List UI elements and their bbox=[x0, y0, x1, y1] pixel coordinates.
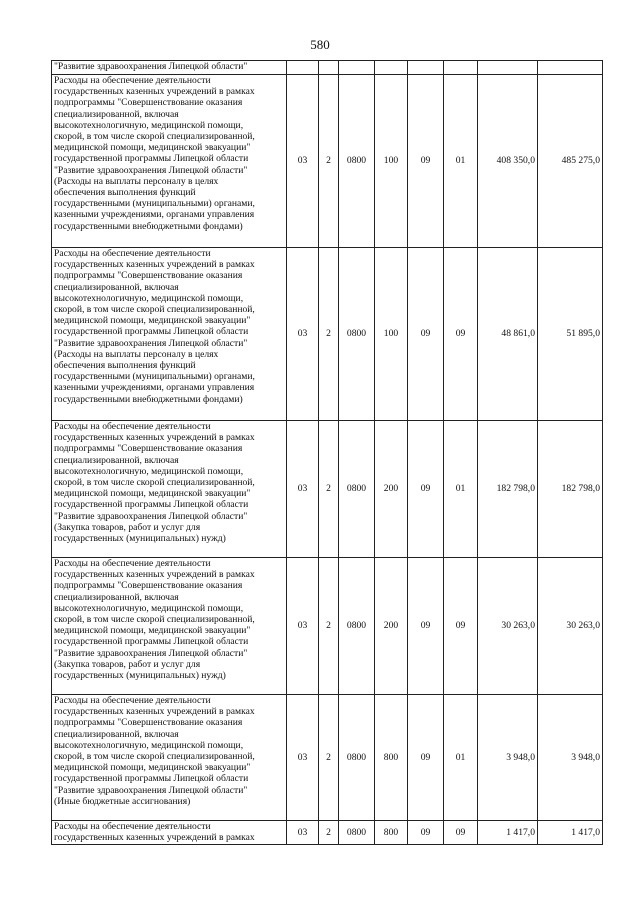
amount-cell bbox=[478, 61, 538, 75]
budget-table bbox=[51, 60, 603, 845]
code-cell: 03 bbox=[287, 695, 319, 821]
table-row bbox=[52, 75, 603, 248]
code-cell: 800 bbox=[375, 821, 408, 845]
table-row bbox=[52, 61, 603, 75]
code-cell: 2 bbox=[319, 421, 339, 558]
amount-cell: 30 263,0 bbox=[478, 558, 538, 695]
code-cell: 09 bbox=[408, 695, 444, 821]
code-cell bbox=[408, 61, 444, 75]
amount-cell: 3 948,0 bbox=[538, 695, 603, 821]
code-cell bbox=[444, 61, 478, 75]
table-row bbox=[52, 421, 603, 558]
amount-cell bbox=[538, 61, 603, 75]
code-cell: 03 bbox=[287, 248, 319, 421]
code-cell: 09 bbox=[444, 248, 478, 421]
amount-cell: 48 861,0 bbox=[478, 248, 538, 421]
table-row bbox=[52, 558, 603, 695]
code-cell: 03 bbox=[287, 421, 319, 558]
code-cell: 2 bbox=[319, 558, 339, 695]
code-cell bbox=[287, 61, 319, 75]
amount-cell: 3 948,0 bbox=[478, 695, 538, 821]
code-cell: 800 bbox=[375, 695, 408, 821]
code-cell bbox=[375, 61, 408, 75]
row-description: "Развитие здравоохранения Липецкой области" bbox=[52, 61, 287, 75]
row-description: Расходы на обеспечение деятельности государственных казенных учреждений в рамках bbox=[52, 821, 287, 845]
code-cell: 0800 bbox=[339, 248, 375, 421]
code-cell: 03 bbox=[287, 558, 319, 695]
row-description: Расходы на обеспечение деятельности государственных казенных учреждений в рамках подпрограммы "Совершенствование оказания специализированной, включая высокотехнологичную, медицинской помощи, скорой, в том числе скорой специализированной, медицинской помощи, медицинской эвакуации" государственной программы Липецкой области "Развитие здравоохранения Липецкой области" (Закупка товаров, работ и услуг для государственных (муниципальных) нужд) bbox=[52, 421, 287, 558]
code-cell: 0800 bbox=[339, 821, 375, 845]
row-description: Расходы на обеспечение деятельности государственных казенных учреждений в рамках подпрограммы "Совершенствование оказания специализированной, включая высокотехнологичную, медицинской помощи, скорой, в том числе скорой специализированной, медицинской помощи, медицинской эвакуации" государственной программы Липецкой области "Развитие здравоохранения Липецкой области" (Расходы на выплаты персоналу в целях обеспечения выполнения функций государственными (муниципальными) органами, казенными учреждениями, органами управления государственными внебюджетными фондами) bbox=[52, 75, 287, 248]
amount-cell: 182 798,0 bbox=[478, 421, 538, 558]
code-cell: 100 bbox=[375, 248, 408, 421]
amount-cell: 1 417,0 bbox=[478, 821, 538, 845]
page-number: 580 bbox=[310, 37, 330, 52]
code-cell: 01 bbox=[444, 695, 478, 821]
code-cell bbox=[339, 61, 375, 75]
code-cell: 0800 bbox=[339, 421, 375, 558]
code-cell: 200 bbox=[375, 558, 408, 695]
row-description: Расходы на обеспечение деятельности государственных казенных учреждений в рамках подпрограммы "Совершенствование оказания специализированной, включая высокотехнологичную, медицинской помощи, скорой, в том числе скорой специализированной, медицинской помощи, медицинской эвакуации" государственной программы Липецкой области "Развитие здравоохранения Липецкой области" (Иные бюджетные ассигнования) bbox=[52, 695, 287, 821]
code-cell: 09 bbox=[444, 558, 478, 695]
code-cell: 100 bbox=[375, 75, 408, 248]
code-cell: 0800 bbox=[339, 75, 375, 248]
code-cell: 09 bbox=[408, 75, 444, 248]
table-row bbox=[52, 248, 603, 421]
amount-cell: 1 417,0 bbox=[538, 821, 603, 845]
code-cell: 03 bbox=[287, 75, 319, 248]
row-description: Расходы на обеспечение деятельности государственных казенных учреждений в рамках подпрограммы "Совершенствование оказания специализированной, включая высокотехнологичную, медицинской помощи, скорой, в том числе скорой специализированной, медицинской помощи, медицинской эвакуации" государственной программы Липецкой области "Развитие здравоохранения Липецкой области" (Закупка товаров, работ и услуг для государственных (муниципальных) нужд) bbox=[52, 558, 287, 695]
row-description: Расходы на обеспечение деятельности государственных казенных учреждений в рамках подпрограммы "Совершенствование оказания специализированной, включая высокотехнологичную, медицинской помощи, скорой, в том числе скорой специализированной, медицинской помощи, медицинской эвакуации" государственной программы Липецкой области "Развитие здравоохранения Липецкой области" (Расходы на выплаты персоналу в целях обеспечения выполнения функций государственными (муниципальными) органами, казенными учреждениями, органами управления государственными внебюджетными фондами) bbox=[52, 248, 287, 421]
code-cell: 2 bbox=[319, 695, 339, 821]
code-cell: 09 bbox=[408, 821, 444, 845]
code-cell: 2 bbox=[319, 248, 339, 421]
code-cell: 01 bbox=[444, 75, 478, 248]
code-cell: 09 bbox=[408, 248, 444, 421]
code-cell: 01 bbox=[444, 421, 478, 558]
code-cell: 09 bbox=[408, 421, 444, 558]
code-cell: 2 bbox=[319, 821, 339, 845]
amount-cell: 30 263,0 bbox=[538, 558, 603, 695]
amount-cell: 485 275,0 bbox=[538, 75, 603, 248]
amount-cell: 408 350,0 bbox=[478, 75, 538, 248]
code-cell: 0800 bbox=[339, 695, 375, 821]
code-cell bbox=[319, 61, 339, 75]
code-cell: 03 bbox=[287, 821, 319, 845]
code-cell: 0800 bbox=[339, 558, 375, 695]
code-cell: 09 bbox=[444, 821, 478, 845]
amount-cell: 51 895,0 bbox=[538, 248, 603, 421]
code-cell: 2 bbox=[319, 75, 339, 248]
table-row bbox=[52, 821, 603, 845]
code-cell: 200 bbox=[375, 421, 408, 558]
table-row bbox=[52, 695, 603, 821]
amount-cell: 182 798,0 bbox=[538, 421, 603, 558]
code-cell: 09 bbox=[408, 558, 444, 695]
